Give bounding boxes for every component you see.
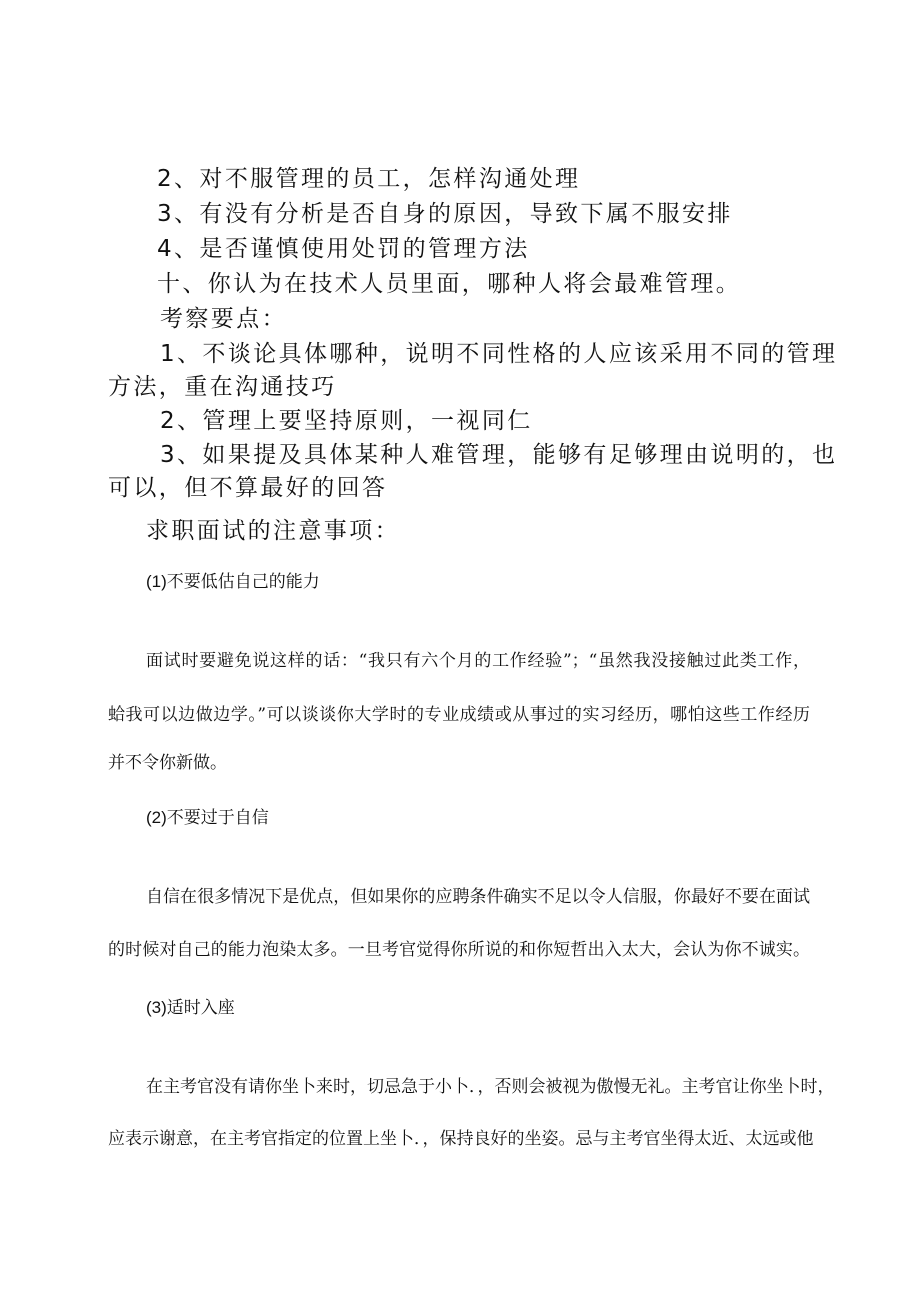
section-3-line-1: 在主考官没有请你坐卜来时，切忌急于小卜．，否则会被视为傲慢无礼。主考官让你坐卜时， xyxy=(146,1077,835,1097)
q10-point-1-line-1: 1、不谈论具体哪种，说明不同性格的人应该采用不同的管理 xyxy=(160,341,838,367)
section-1-line-2: 蛤我可以边做边学。”可以谈谈你大学时的专业成绩或从事过的实习经历，哪怕这些工作经历 xyxy=(108,705,810,725)
section-2-line-2: 的时候对自己的能力泡染太多。一旦考官觉得你所说的和你短哲出入太大，会认为你不诚实。 xyxy=(108,940,810,960)
notes-title: 求职面试的注意事项： xyxy=(146,518,400,544)
q10-question: 十、你认为在技术人员里面，哪种人将会最难管理。 xyxy=(157,271,742,297)
section-1-heading: (1)不要低估自己的能力 xyxy=(146,572,320,591)
section-3-heading: (3)适时入座 xyxy=(146,998,235,1017)
q10-point-1-line-2: 方法，重在沟通技巧 xyxy=(108,374,337,400)
q9-point-2: 2、对不服管理的员工，怎样沟通处理 xyxy=(157,166,581,192)
q9-point-3: 3、有没有分析是否自身的原因，导致下属不服安排 xyxy=(157,201,733,227)
q10-heading: 考察要点： xyxy=(160,306,287,332)
section-2-heading: (2)不要过于自信 xyxy=(146,808,269,827)
section-1-line-3: 并不令你新做。 xyxy=(108,753,227,773)
section-2-line-1: 自信在很多情况下是优点，但如果你的应聘条件确实不足以令人信服，你最好不要在面试 xyxy=(146,887,810,907)
section-1-line-1: 面试时要避免说这样的话：“我只有六个月的工作经验”；“虽然我没接触过此类工作， xyxy=(146,651,810,671)
q9-point-4: 4、是否谨慎使用处罚的管理方法 xyxy=(157,236,530,262)
q10-point-3-line-1: 3、如果提及具体某种人难管理，能够有足够理由说明的，也 xyxy=(160,442,838,468)
section-3-line-2: 应表示谢意，在主考官指定的位置上坐卜．，保持良好的坐姿。忌与主考官坐得太近、太远或他 xyxy=(108,1129,814,1149)
q10-point-3-line-2: 可以，但不算最好的回答 xyxy=(108,475,388,501)
q10-point-2: 2、管理上要坚持原则，一视同仁 xyxy=(160,408,533,434)
